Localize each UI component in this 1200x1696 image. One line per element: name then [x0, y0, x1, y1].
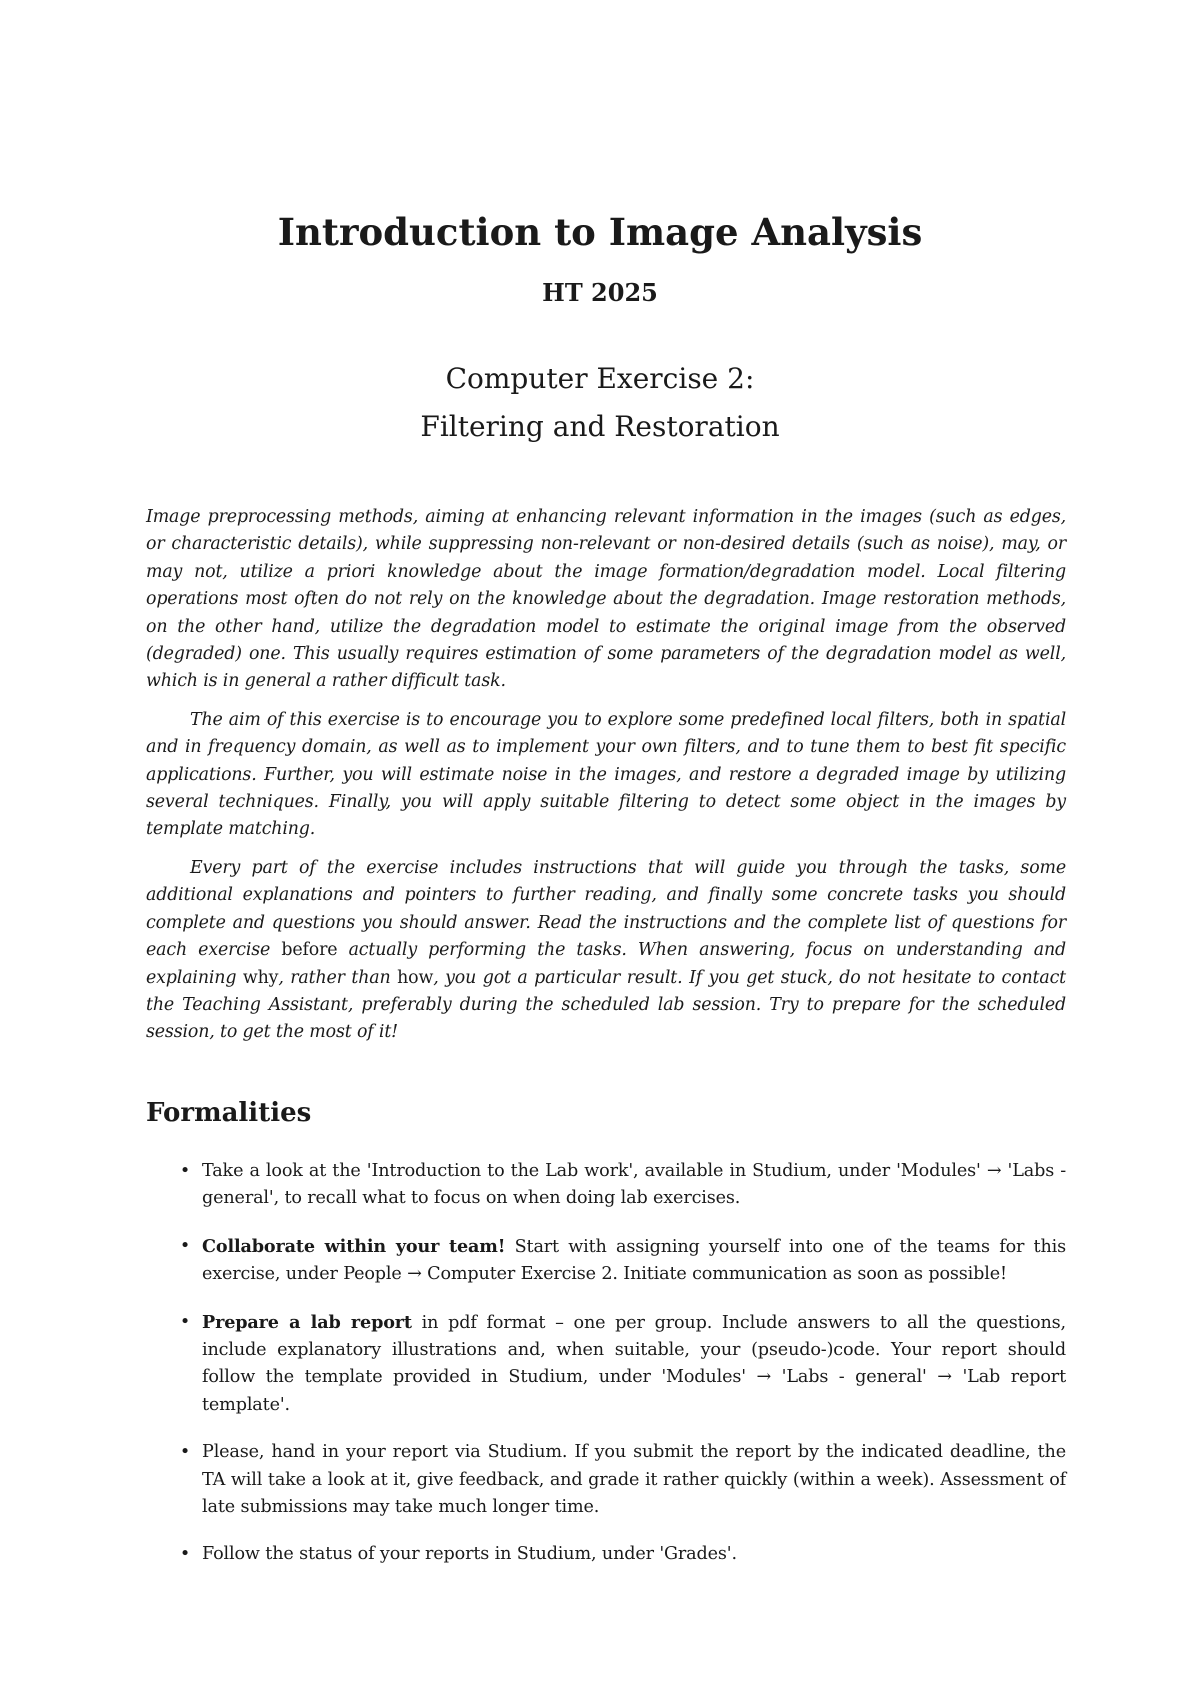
- bullet-icon: •: [179, 1311, 191, 1332]
- list-item-bold: Prepare a lab report: [202, 1311, 412, 1333]
- abstract-p3-text-d: , you got a particular result. If you get stuck, do not hesitate to contact the Teaching Assistant, preferably during the scheduled lab session. Try to prepare for the scheduled session, to get the most of it!: [146, 967, 1066, 1043]
- list-item-bold: Collaborate within your team!: [202, 1235, 506, 1257]
- emphasis-before: before: [281, 940, 338, 961]
- abstract-p3-text-a: Every part of the exercise includes instructions that will guide you through the tasks, some additional explanations and pointers to further reading, and finally some concrete tasks you should complete and questions you should answer. Read the instructions and the complete list of questions for each exercise: [146, 857, 1066, 961]
- section-heading-formalities: Formalities: [146, 1098, 312, 1128]
- abstract: [146, 504, 1066, 1058]
- abstract-p3-text-b: actually performing the tasks. When answering, focus on understanding and explaining: [146, 940, 1067, 988]
- exercise-title-line1: Computer Exercise 2:: [445, 362, 755, 395]
- list-item-text: Take a look at the 'Introduction to the Lab work', available in Studium, under 'Modules' → 'Labs - general', to recall what to focus on when doing lab exercises.: [202, 1161, 1066, 1209]
- list-item-text: Follow the status of your reports in Studium, under 'Grades'.: [202, 1544, 737, 1565]
- list-item-text: Start with assigning yourself into one of the teams for this exercise, under People → Computer Exercise 2. Initiate communication as soon as possible!: [202, 1236, 1066, 1285]
- abstract-p3-text-c: , rather than: [278, 967, 398, 988]
- bullet-icon: •: [179, 1442, 191, 1463]
- abstract-paragraph-1: Image preprocessing methods, aiming at enhancing relevant information in the images (such as edges, or characteristic details), while suppressing non-relevant or non-desired details (such as noise), may, or may not, utilize a priori knowledge about the image formation/degradation model. Local filtering operations most often do not rely on the knowledge about the degradation. Image restoration methods, on the other hand, utilize the degradation model to estimate the original image from the observed (degraded) one. This usually requires estimation of some parameters of the degradation model as well, which is in general a rather difficult task.: [146, 507, 1066, 692]
- list-item-text: in pdf format – one per group. Include answers to all the questions, include explanatory illustrations and, when suitable, your (pseudo-)code. Your report should follow the template provided in Studium, under 'Modules' → 'Labs - general' → 'Lab report template'.: [202, 1312, 1066, 1415]
- emphasis-why: why: [242, 967, 279, 988]
- formalities-list: [146, 1158, 1066, 1589]
- bullet-icon: •: [179, 1235, 191, 1256]
- abstract-paragraph-3: [146, 855, 1066, 1047]
- list-item: [146, 1541, 1066, 1568]
- emphasis-how: how: [397, 967, 434, 988]
- list-item: [146, 1158, 1066, 1213]
- exercise-title-line2: Filtering and Restoration: [420, 410, 780, 443]
- document-title: Introduction to Image Analysis: [277, 210, 923, 254]
- list-item: [146, 1309, 1066, 1420]
- list-item: [146, 1233, 1066, 1289]
- list-item: [146, 1439, 1066, 1521]
- abstract-paragraph-2: The aim of this exercise is to encourage you to explore some predefined local filters, both in spatial and in frequency domain, as well as to implement your own filters, and to tune them to best fit specific applications. Further, you will estimate noise in the images, and restore a degraded image by utilizing several techniques. Finally, you will apply suitable filtering to detect some object in the images by template matching.: [146, 709, 1066, 840]
- list-item-text: Please, hand in your report via Studium. If you submit the report by the indicated deadline, the TA will take a look at it, give feedback, and grade it rather quickly (within a week). Assessment of late submissions may take much longer time.: [202, 1442, 1066, 1518]
- bullet-icon: •: [179, 1544, 191, 1565]
- term-label: HT 2025: [542, 278, 658, 307]
- bullet-icon: •: [179, 1161, 191, 1181]
- exercise-title: [0, 355, 1200, 451]
